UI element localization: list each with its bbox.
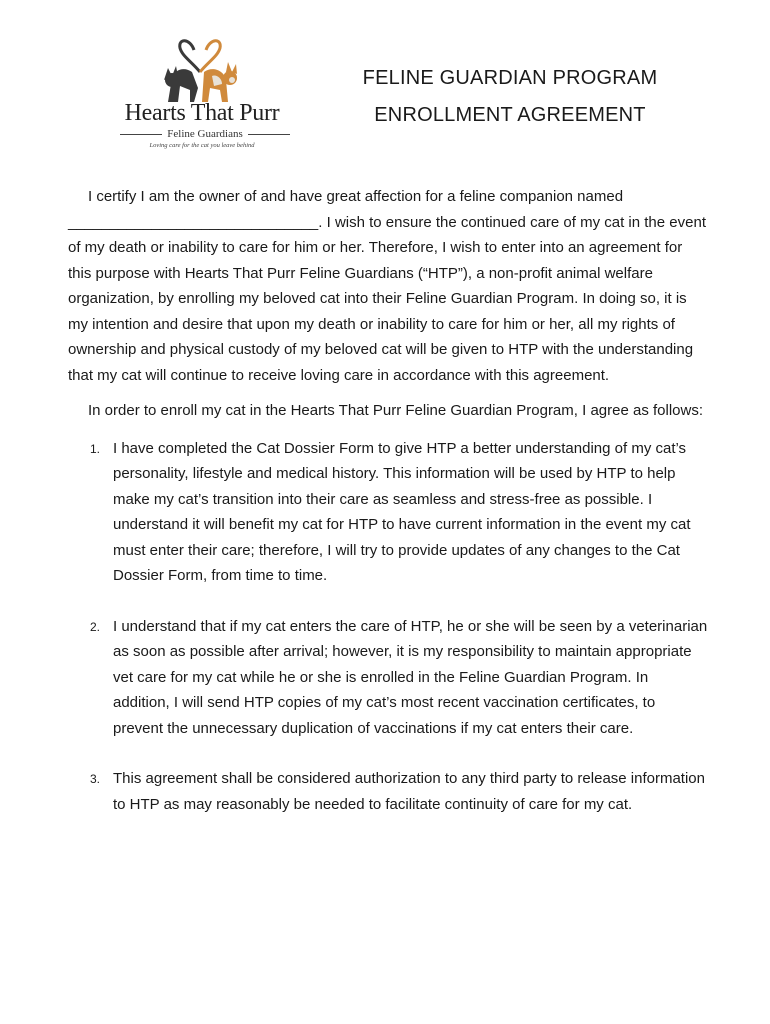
list-item-number: 2.: [90, 619, 101, 634]
logo-subtitle: Feline Guardians: [167, 128, 243, 140]
list-item: [68, 436, 708, 589]
list-item-text: I understand that if my cat enters the care of HTP, he or she will be seen by a veterinarian as soon as possible after arrival; however, it is my responsibility to maintain appropriate vet care for my cat while he or she is enrolled in the Feline Guardian Program. In addition, I will send HTP copies of my cat’s most recent vaccination certificates, to prevent the unnecessary duplication of vaccinations if my cat enters their care.: [113, 617, 708, 737]
hearts-that-purr-logo: [112, 30, 292, 150]
intro-paragraph: I certify I am the owner of and have great affection for a feline companion named ______________________________. I wish to ensure the continued care of my cat in the event of my death or inability to care for him or her. Therefore, I wish to enter into an agreement for this purpose with Hearts That Purr Feline Guardians (“HTP”), a non-profit animal welfare organization, by enrolling my beloved cat into their Feline Guardian Program. In doing so, it is my intention and desire that upon my death or inability to care for him or her, all my rights of ownership and physical custody of my beloved cat will be given to HTP with the understanding that my cat will continue to receive loving care in accordance with this agreement.: [68, 188, 706, 384]
logo-brand-text: Hearts That Purr: [124, 100, 280, 126]
list-item-text: This agreement shall be considered authorization to any third party to release information to HTP as may reasonably be needed to facilitate continuity of care for my cat.: [113, 770, 705, 813]
logo-subtitle-row: [120, 128, 290, 140]
title-line-1: FELINE GUARDIAN PROGRAM: [362, 67, 658, 89]
list-item-number: 3.: [90, 772, 101, 786]
list-item-text: I have completed the Cat Dossier Form to give HTP a better understanding of my cat’s personality, lifestyle and medical history. This information will be used by HTP to help make my cat’s transition into their care as seamless and stress-free as possible. I understand it will benefit my cat for HTP to have current information in the event my cat must enter their care; therefore, I will try to provide updates of any changes to the Cat Dossier Form, from time to time.: [113, 439, 691, 584]
agreement-body: [68, 184, 708, 842]
title-line-2: ENROLLMENT AGREEMENT: [374, 104, 646, 126]
logo-rule-right: [248, 134, 290, 135]
list-item-number: 1.: [90, 441, 101, 456]
list-item: [68, 614, 708, 742]
logo-rule-left: [120, 134, 162, 135]
enroll-paragraph: In order to enroll my cat in the Hearts That Purr Feline Guardian Program, I agree as follows:: [88, 402, 703, 419]
cats-heart-icon: [150, 32, 250, 104]
agreement-list: [68, 436, 708, 818]
document-title: [330, 60, 690, 134]
list-item: [68, 766, 708, 817]
logo-tagline: Loving care for the cat you leave behind: [149, 142, 255, 149]
